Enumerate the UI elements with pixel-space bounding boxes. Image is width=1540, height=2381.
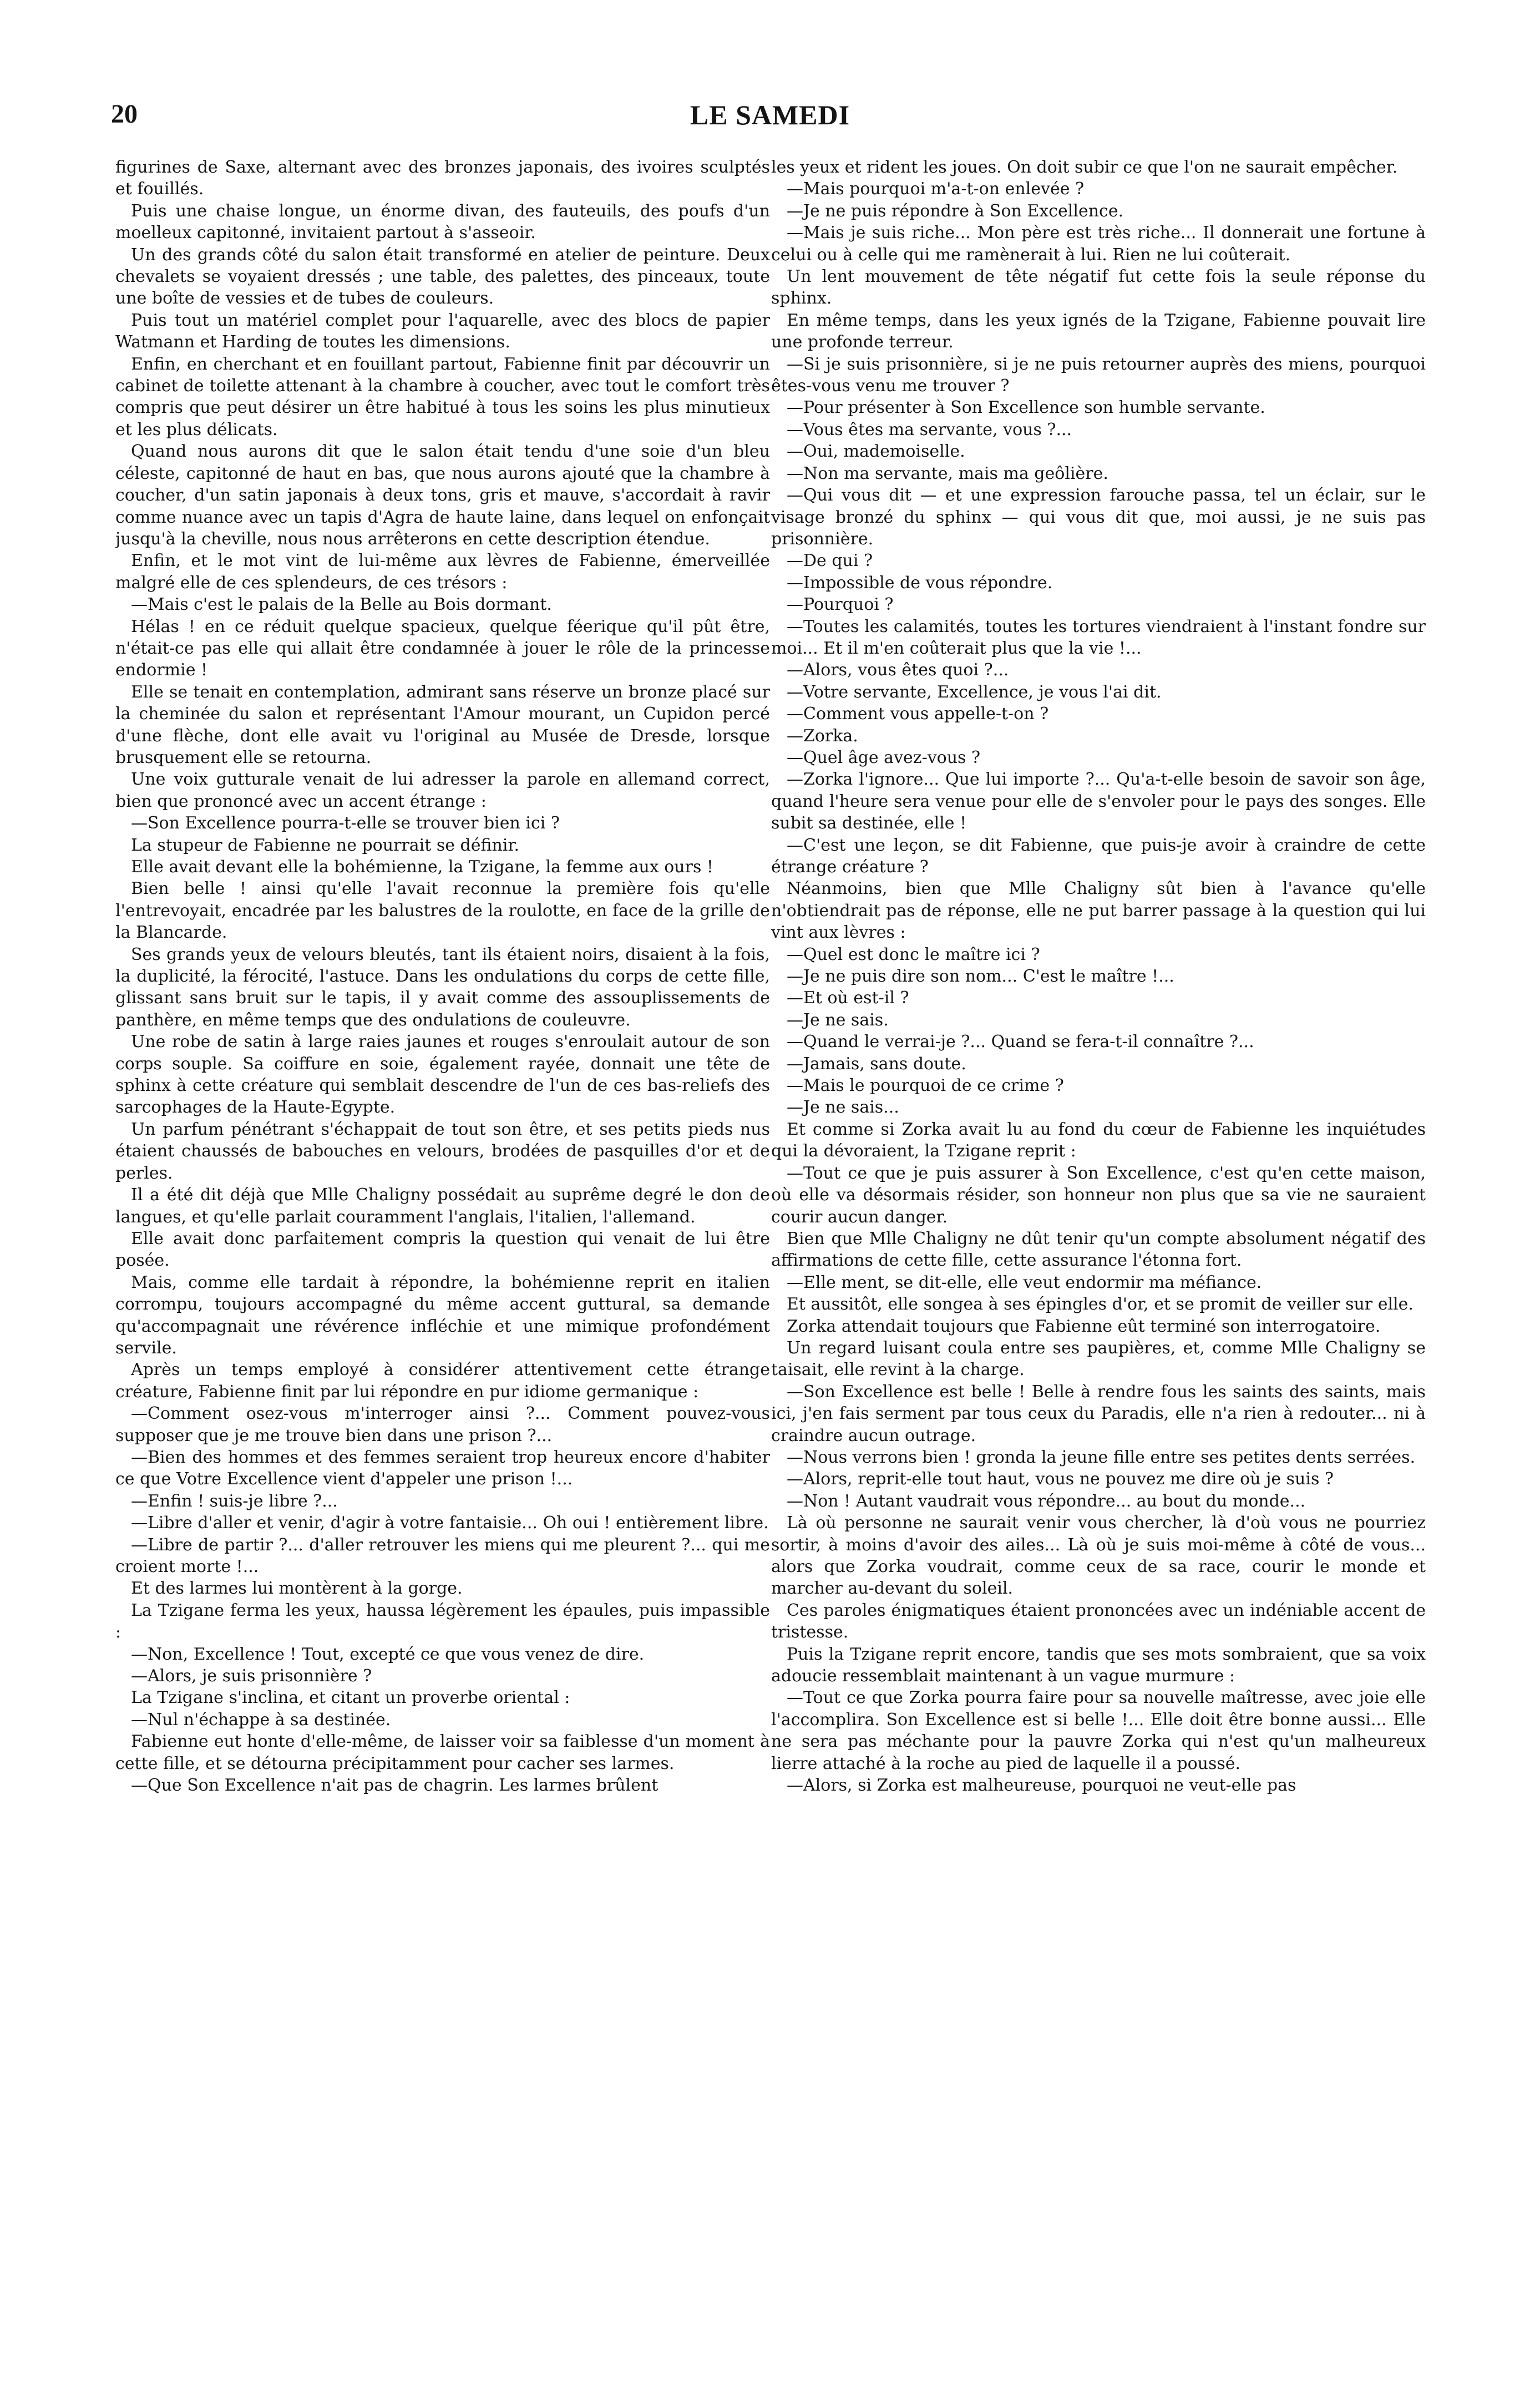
paragraph: —Non, Excellence ! Tout, excepté ce que vous venez de dire.	[131, 1644, 645, 1664]
paragraph: —Et où est-il ?	[787, 988, 909, 1008]
paragraph: —Quand le verrai-je ?... Quand se fera-t-il connaître ?...	[787, 1032, 1254, 1052]
paragraph: —Non ! Autant vaudrait vous répondre... au bout du monde...	[787, 1491, 1306, 1511]
paragraph: —Pourquoi ?	[787, 595, 894, 615]
paragraph: —Mais le pourquoi de ce crime ?	[787, 1076, 1064, 1096]
paragraph: —Alors, si Zorka est malheureuse, pourquoi ne veut-elle pas	[787, 1776, 1296, 1796]
paragraph: —Si je suis prisonnière, si je ne puis retourner auprès des miens, pourquoi êtes-vous venu me trouver ?	[771, 354, 1426, 396]
paragraph: Enfin, en cherchant et en fouillant partout, Fabienne finit par découvrir un cabinet de toilette attenant à la chambre à coucher, avec tout le comfort très compris que peut désirer un être habitué à tous les soins les plus minutieux et les plus délicats.	[115, 354, 770, 439]
paragraph: —Libre d'aller et venir, d'agir à votre fantaisie... Oh oui ! entièrement libre.	[131, 1513, 769, 1533]
paragraph: Un regard luisant coula entre ses paupières, et, comme Mlle Chaligny se taisait, elle revint à la charge.	[771, 1338, 1426, 1380]
paragraph: Enfin, et le mot vint de lui-même aux lèvres de Fabienne, émerveillée malgré elle de ces splendeurs, de ces trésors :	[115, 551, 770, 593]
paragraph: Zorka attendait toujours que Fabienne eût terminé son interrogatoire.	[787, 1316, 1381, 1336]
paragraph: —Tout ce que Zorka pourra faire pour sa nouvelle maîtresse, avec joie elle l'accomplira. Son Excellence est si belle !... Elle doit être bonne aussi... Elle ne sera pas méchante pour la pauvre Zorka qui n'est qu'un malheureux lierre attaché à la roche au pied de laquelle il a poussé.	[771, 1688, 1426, 1773]
paragraph: —Comment osez-vous m'interroger ainsi ?... Comment pouvez-vous supposer que je me trouve bien dans une prison ?...	[115, 1404, 770, 1445]
paragraph: Bien belle ! ainsi qu'elle l'avait reconnue la première fois qu'elle l'entrevoyait, encadrée par les balustres de la roulotte, en face de la grille de la Blancarde.	[115, 879, 770, 943]
paragraph: —Mais c'est le palais de la Belle au Bois dormant.	[131, 595, 552, 615]
paragraph: —Mais je suis riche... Mon père est très riche... Il donnerait une fortune à celui ou à celle qui me ramènerait à lui. Rien ne lui coûterait.	[771, 223, 1426, 265]
left-text-column	[115, 156, 770, 2332]
paragraph: La Tzigane s'inclina, et citant un proverbe oriental :	[131, 1688, 570, 1708]
paragraph: —Enfin ! suis-je libre ?...	[131, 1491, 338, 1511]
paragraph: —Toutes les calamités, toutes les tortures viendraient à l'instant fondre sur moi... Et il m'en coûterait plus que la vie !...	[771, 616, 1426, 658]
paragraph: figurines de Saxe, alternant avec des bronzes japonais, des ivoires sculptés et fouillés.	[115, 158, 770, 199]
paragraph: Fabienne eut honte d'elle-même, de laisser voir sa faiblesse d'un moment à cette fille, et se détourna précipitamment pour cacher ses larmes.	[115, 1732, 770, 1773]
paragraph: Bien que Mlle Chaligny ne dût tenir qu'un compte absolument négatif des affirmations de cette fille, cette assurance l'étonna fort.	[771, 1229, 1426, 1271]
paragraph: La stupeur de Fabienne ne pourrait se définir.	[131, 835, 520, 855]
paragraph: —Oui, mademoiselle.	[787, 442, 965, 462]
paragraph: —Je ne puis répondre à Son Excellence.	[787, 201, 1124, 221]
paragraph: —Nul n'échappe à sa destinée.	[131, 1710, 391, 1730]
paragraph: Puis la Tzigane reprit encore, tandis que ses mots sombraient, que sa voix adoucie ressemblait maintenant à un vague murmure :	[771, 1644, 1426, 1686]
paragraph: —Quel âge avez-vous ?	[787, 747, 981, 767]
paragraph: —Comment vous appelle-t-on ?	[787, 704, 1049, 724]
paragraph: —Quel est donc le maître ici ?	[787, 944, 1040, 964]
paragraph: —Mais pourquoi m'a-t-on enlevée ?	[787, 179, 1085, 199]
paragraph: Puis tout un matériel complet pour l'aquarelle, avec des blocs de papier Watmann et Harding de toutes les dimensions.	[115, 310, 770, 352]
paragraph: Une robe de satin à large raies jaunes et rouges s'enroulait autour de son corps souple. Sa coiffure en soie, également rayée, donnait une tête de sphinx à cette créature qui semblait descendre de l'un de ces bas-reliefs des sarcophages de la Haute-Egypte.	[115, 1032, 770, 1118]
paragraph: Un lent mouvement de tête négatif fut cette fois la seule réponse du sphinx.	[771, 267, 1426, 309]
page-header	[0, 99, 1540, 132]
paragraph: —Zorka l'ignore... Que lui importe ?... Qu'a-t-elle besoin de savoir son âge, quand l'heure sera venue pour elle de s'envoler pour le pays des songes. Elle subit sa destinée, elle !	[771, 770, 1426, 833]
paragraph: —Nous verrons bien ! gronda la jeune fille entre ses petites dents serrées.	[787, 1447, 1416, 1467]
paragraph: Là où personne ne saurait venir vous chercher, là d'où vous ne pourriez sortir, à moins d'avoir des ailes... Là où je suis moi-même à côté de vous... alors que Zorka voudrait, comme ceux de sa race, courir le monde et marcher au-devant du soleil.	[771, 1513, 1426, 1599]
paragraph: Une voix gutturale venait de lui adresser la parole en allemand correct, bien que prononcé avec un accent étrange :	[115, 770, 770, 811]
paragraph: Il a été dit déjà que Mlle Chaligny possédait au suprême degré le don de langues, et qu'elle parlait couramment l'anglais, l'italien, l'allemand.	[115, 1185, 770, 1227]
paragraph: Puis une chaise longue, un énorme divan, des fauteuils, des poufs d'un moelleux capitonné, invitaient partout à s'asseoir.	[115, 201, 770, 243]
paragraph: Néanmoins, bien que Mlle Chaligny sût bien à l'avance qu'elle n'obtiendrait pas de réponse, elle ne put barrer passage à la question qui lui vint aux lèvres :	[771, 879, 1426, 943]
paragraph: —Votre servante, Excellence, je vous l'ai dit.	[787, 682, 1162, 702]
paragraph: Mais, comme elle tardait à répondre, la bohémienne reprit en italien corrompu, toujours accompagné du même accent guttural, sa demande qu'accompagnait une révérence infléchie et une mimique profondément servile.	[115, 1272, 770, 1358]
paragraph: Elle se tenait en contemplation, admirant sans réserve un bronze placé sur la cheminée du salon et représentant l'Amour mourant, un Cupidon percé d'une flèche, dont elle avait vu l'original au Musée de Dresde, lorsque brusquement elle se retourna.	[115, 682, 770, 767]
paragraph: les yeux et rident les joues. On doit subir ce que l'on ne saurait empêcher.	[771, 158, 1398, 177]
paragraph: —Bien des hommes et des femmes seraient trop heureux encore d'habiter ce que Votre Excellence vient d'appeler une prison !...	[115, 1447, 770, 1489]
right-text-column	[771, 156, 1426, 2332]
paragraph: Ces paroles énigmatiques étaient prononcées avec un indéniable accent de tristesse.	[771, 1600, 1426, 1642]
paragraph: Et des larmes lui montèrent à la gorge.	[131, 1579, 463, 1599]
paragraph: Après un temps employé à considérer attentivement cette étrange créature, Fabienne finit par lui répondre en pur idiome germanique :	[115, 1360, 770, 1402]
paragraph: —Son Excellence pourra-t-elle se trouver bien ici ?	[131, 813, 560, 833]
paragraph: —Elle ment, se dit-elle, elle veut endormir ma méfiance.	[787, 1272, 1262, 1292]
paragraph: Un des grands côté du salon était transformé en atelier de peinture. Deux chevalets se voyaient dressés ; une table, des palettes, des pinceaux, toute une boîte de vessies et de tubes de couleurs.	[115, 245, 770, 309]
paragraph: —Alors, reprit-elle tout haut, vous ne pouvez me dire où je suis ?	[787, 1469, 1334, 1489]
paragraph: —Je ne sais...	[787, 1098, 899, 1118]
paragraph: —Vous êtes ma servante, vous ?...	[787, 419, 1072, 439]
page-number: 20	[111, 99, 138, 129]
paragraph: Ses grands yeux de velours bleutés, tant ils étaient noirs, disaient à la fois, la duplicité, la férocité, l'astuce. Dans les ondulations du corps de cette fille, glissant sans bruit sur le tapis, il y avait comme des assouplissements de panthère, en même temps que des ondulations de couleuvre.	[115, 944, 770, 1030]
paragraph: —Tout ce que je puis assurer à Son Excellence, c'est qu'en cette maison, où elle va désormais résider, son honneur non plus que sa vie ne sauraient courir aucun danger.	[771, 1163, 1426, 1227]
paragraph: Un parfum pénétrant s'échappait de tout son être, et ses petits pieds nus étaient chaussés de babouches en velours, brodées de pasquilles d'or et de perles.	[115, 1119, 770, 1183]
paragraph: —Alors, je suis prisonnière ?	[131, 1666, 372, 1686]
paragraph: —Impossible de vous répondre.	[787, 573, 1053, 593]
paragraph: Et comme si Zorka avait lu au fond du cœur de Fabienne les inquiétudes qui la dévoraient, la Tzigane reprit :	[771, 1119, 1426, 1161]
paragraph: —Je ne puis dire son nom... C'est le maître !...	[787, 967, 1174, 987]
paragraph: —Qui vous dit — et une expression farouche passa, tel un éclair, sur le visage bronzé du sphinx — qui vous dit que, moi aussi, je ne suis pas prisonnière.	[771, 486, 1426, 549]
paragraph: —C'est une leçon, se dit Fabienne, que puis-je avoir à craindre de cette étrange créature ?	[771, 835, 1426, 877]
paragraph: —Zorka.	[787, 726, 858, 746]
paragraph: Elle avait donc parfaitement compris la question qui venait de lui être posée.	[115, 1229, 770, 1271]
paragraph: —Jamais, sans doute.	[787, 1054, 966, 1074]
running-title: LE SAMEDI	[690, 99, 850, 130]
paragraph: Hélas ! en ce réduit quelque spacieux, quelque féerique qu'il pût être, n'était-ce pas elle qui allait être condamnée à jouer le rôle de la princesse endormie !	[115, 616, 770, 680]
paragraph: —De qui ?	[787, 551, 873, 571]
paragraph: En même temps, dans les yeux ignés de la Tzigane, Fabienne pouvait lire une profonde terreur.	[771, 310, 1426, 352]
paragraph: —Je ne sais.	[787, 1010, 889, 1030]
paragraph: —Pour présenter à Son Excellence son humble servante.	[787, 398, 1265, 418]
paragraph: Elle avait devant elle la bohémienne, la Tzigane, la femme aux ours !	[131, 857, 713, 877]
paragraph: —Son Excellence est belle ! Belle à rendre fous les saints des saints, mais ici, j'en fais serment par tous ceux du Paradis, elle n'a rien à redouter... ni à craindre aucun outrage.	[771, 1382, 1426, 1445]
paragraph: Et aussitôt, elle songea à ses épingles d'or, et se promit de veiller sur elle.	[787, 1295, 1414, 1315]
paragraph: Quand nous aurons dit que le salon était tendu d'une soie d'un bleu céleste, capitonné de haut en bas, que nous aurons ajouté que la chambre à coucher, d'un satin japonais à deux tons, gris et mauve, s'accordait à ravir comme nuance avec un tapis d'Agra de haute laine, dans lequel on enfonçait jusqu'à la cheville, nous nous arrêterons en cette description étendue.	[115, 442, 770, 549]
paragraph: —Que Son Excellence n'ait pas de chagrin. Les larmes brûlent	[131, 1776, 658, 1796]
paragraph: —Libre de partir ?... d'aller retrouver les miens qui me pleurent ?... qui me croient morte !...	[115, 1535, 770, 1576]
paragraph: La Tzigane ferma les yeux, haussa légèrement les épaules, puis impassible :	[115, 1600, 770, 1642]
paragraph: —Alors, vous êtes quoi ?...	[787, 660, 1009, 680]
paragraph: —Non ma servante, mais ma geôlière.	[787, 463, 1108, 483]
